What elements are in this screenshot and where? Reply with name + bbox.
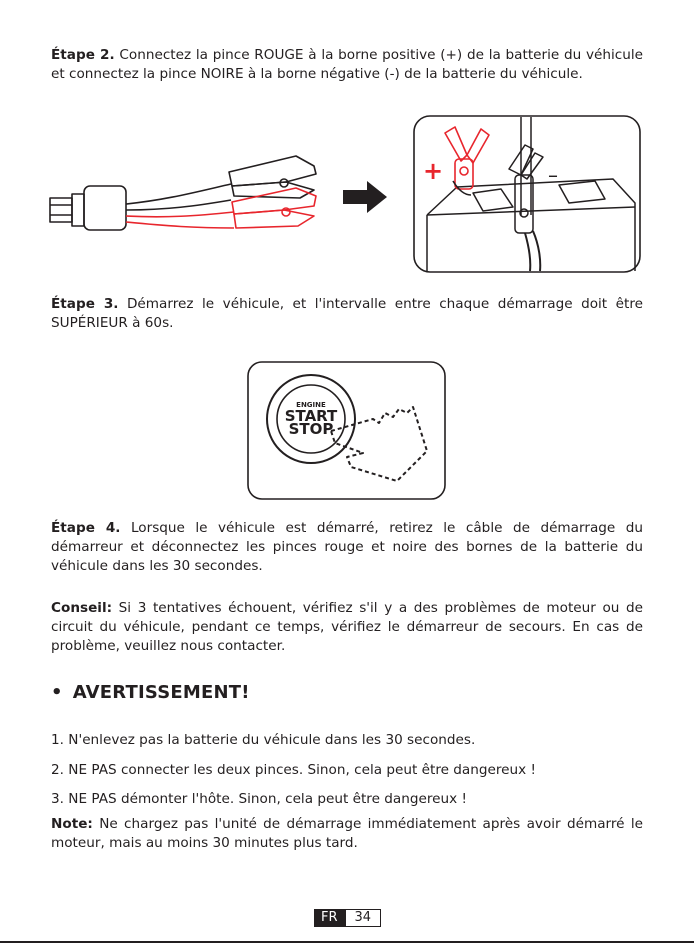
stop-label: STOP (288, 420, 334, 438)
warning-bullet: • (51, 682, 63, 703)
tip-paragraph (51, 599, 643, 656)
warning-item-3: 3. NE PAS démonter l'hôte. Sinon, cela peut être dangereux ! (51, 791, 467, 807)
step-2-paragraph (51, 46, 643, 84)
warning-item-1: 1. N'enlevez pas la batterie du véhicule dans les 30 secondes. (51, 732, 476, 748)
note-text: Ne chargez pas l'unité de démarrage immédiatement après avoir démarré le moteur, mais au moins 30 minutes plus tard. (51, 816, 643, 851)
cable-connector-box (84, 186, 126, 230)
tip-text: Si 3 tentatives échouent, vérifiez s'il y a des problèmes de moteur ou de circuit du véhicule, pendant ce temps, vérifiez le démarreur de secours. En cas de problème, veuillez nous contacter. (51, 600, 643, 654)
language-code: FR (314, 909, 345, 927)
page-number-badge (314, 909, 381, 927)
step-3-text: Démarrez le véhicule, et l'intervalle entre chaque démarrage doit être SUPÉRIEUR à 60s. (51, 296, 643, 331)
step-3-paragraph (51, 295, 643, 333)
arrow-right-icon (343, 181, 387, 213)
step-4-label: Étape 4. (51, 520, 121, 536)
black-clamp (229, 156, 316, 186)
bottom-divider (0, 941, 694, 943)
note-label: Note: (51, 816, 93, 832)
battery-illustration (413, 115, 641, 273)
step-4-text: Lorsque le véhicule est démarré, retirez le câble de démarrage du démarreur et déconnectez les pinces rouge et noire des bornes de la batterie du véhicule dans les 30 secondes. (51, 520, 644, 574)
note-paragraph (51, 815, 643, 853)
step-2-text: Connectez la pince ROUGE à la borne positive (+) de la batterie du véhicule et connectez la pince NOIRE à la borne négative (-) de la batterie du véhicule. (51, 47, 644, 82)
step-3-label: Étape 3. (51, 296, 119, 312)
plus-sign: + (423, 157, 444, 185)
start-label: START (284, 407, 338, 425)
minus-sign: – (548, 163, 558, 187)
warning-title: AVERTISSEMENT! (72, 682, 250, 703)
warning-item-2: 2. NE PAS connecter les deux pinces. Sinon, cela peut être dangereux ! (51, 762, 536, 778)
warning-heading (51, 682, 250, 703)
step-4-paragraph (51, 519, 643, 576)
cable-plug (50, 198, 72, 222)
engine-label: ENGINE (296, 401, 326, 409)
step-2-label: Étape 2. (51, 47, 115, 63)
clamp-cable-illustration (46, 152, 336, 242)
page-number: 34 (345, 909, 382, 927)
start-stop-illustration (247, 361, 446, 500)
tip-label: Conseil: (51, 600, 113, 616)
